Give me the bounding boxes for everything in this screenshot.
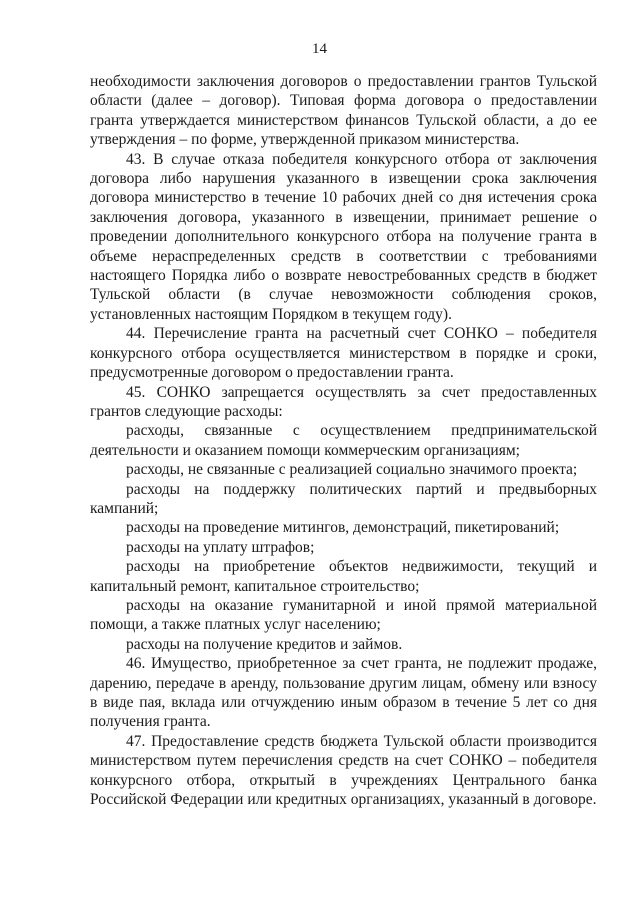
list-item-expense: расходы, не связанные с реализацией социально значимого проекта; [126,461,578,479]
list-item-expense: расходы на приобретение объектов недвижимости, текущий и капитальный ремонт, капитальное строительство; [90,558,597,595]
list-item-expense: расходы на уплату штрафов; [126,538,315,556]
list-item-expense: расходы на поддержку политических партий и предвыборных кампаний; [90,480,597,517]
list-item-expense: расходы на проведение митингов, демонстраций, пикетирований; [126,519,560,537]
page-number: 14 [312,41,327,57]
list-item-expense: расходы на получение кредитов и займов. [126,635,403,653]
document-body [90,72,597,809]
list-item-expense: расходы на оказание гуманитарной и иной прямой материальной помощи, а также платных услуг населению; [90,596,597,634]
paragraph-continuation: необходимости заключения договоров о предоставлении грантов Тульской области (далее – договор). Типовая форма договора о предоставлении гранта утверждается министерством финансов Тульской области, а до ее утверждения – по форме, утвержденной приказом министерства. [90,73,597,149]
paragraph-43: 43. В случае отказа победителя конкурсного отбора от заключения договора либо нарушения указанного в извещении срока заключения договора министерство в течение 10 рабочих дней со дня истечения срока заключения договора, указанного в извещении, принимает решение о проведении дополнительного конкурсного отбора на получение гранта в объеме нераспределенных средств в соответствии с требованиями настоящего Порядка либо о возврате невостребованных средств в бюджет Тульской области (в случае невозможности соблюдения сроков, установленных настоящим Порядком в текущем году). [90,150,597,323]
paragraph-44: 44. Перечисление гранта на расчетный счет СОНКО – победителя конкурсного отбора осуществляется министерством в порядке и сроки, предусмотренные договором о предоставлении гранта. [90,325,597,382]
paragraph-45: 45. СОНКО запрещается осуществлять за счет предоставленных грантов следующие расходы: [90,383,597,420]
paragraph-46: 46. Имущество, приобретенное за счет гранта, не подлежит продаже, дарению, передаче в аренду, пользование другим лицам, обмену или взносу в виде пая, вклада или отчуждению иным образом в течение 5 лет со дня получения гранта. [90,655,597,731]
list-item-expense: расходы, связанные с осуществлением предпринимательской деятельности и оказанием помощи коммерческим организациям; [90,422,597,459]
paragraph-47: 47. Предоставление средств бюджета Тульской области производится министерством путем перечисления средств на счет СОНКО – победителя конкурсного отбора, открытый в учреждениях Центрального банка Российской Федерации или кредитных организациях, указанный в договоре. [90,732,597,809]
